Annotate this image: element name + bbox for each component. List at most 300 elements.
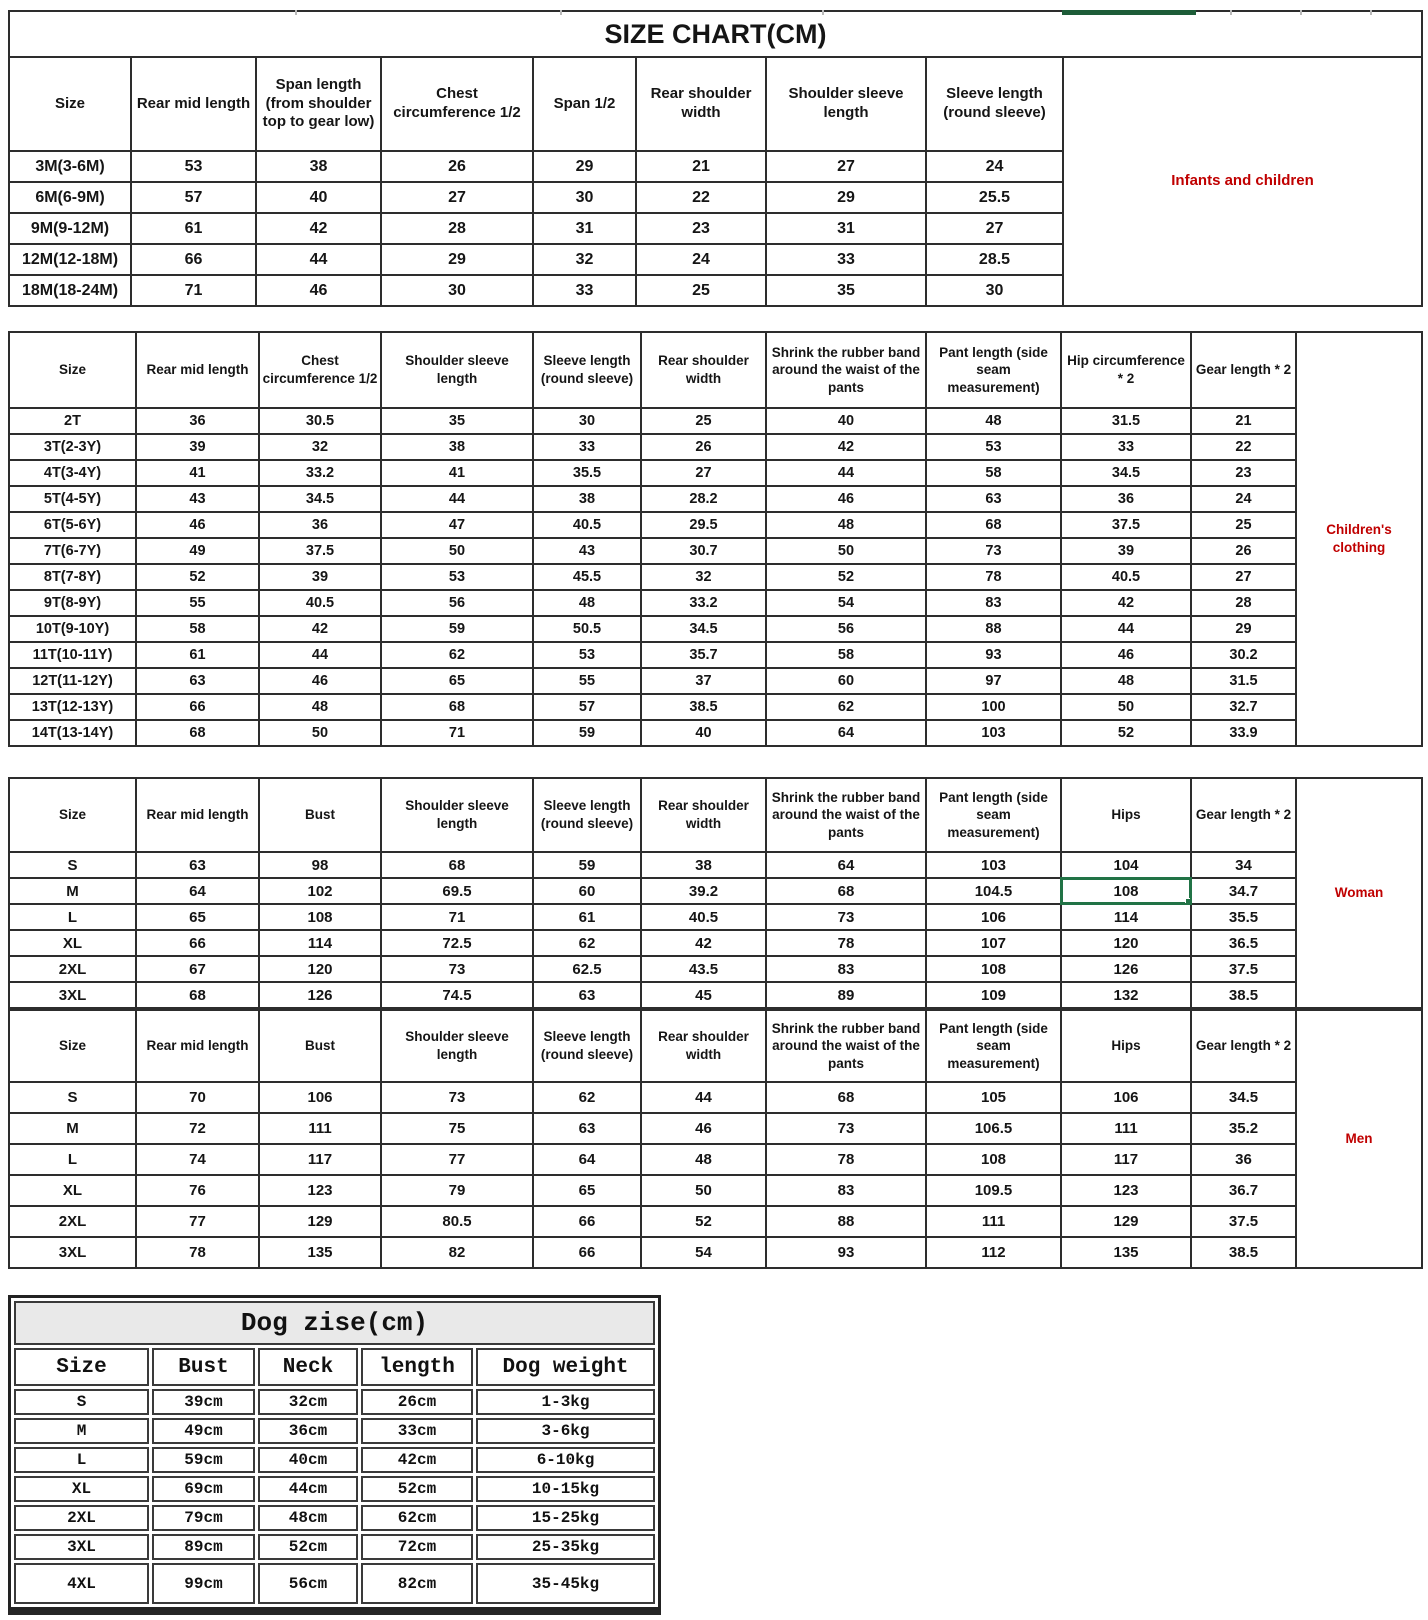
value-cell[interactable]: 59cm xyxy=(152,1447,255,1473)
value-cell[interactable]: 36 xyxy=(136,408,259,434)
value-cell[interactable]: 22 xyxy=(1191,434,1296,460)
category-label[interactable]: Infants and children xyxy=(1063,57,1422,306)
value-cell[interactable]: 37.5 xyxy=(1061,512,1191,538)
value-cell[interactable]: 126 xyxy=(1061,956,1191,982)
value-cell[interactable]: 107 xyxy=(926,930,1061,956)
value-cell[interactable]: 46 xyxy=(766,486,926,512)
value-cell[interactable]: 132 xyxy=(1061,982,1191,1008)
value-cell[interactable]: 29 xyxy=(533,151,636,182)
column-header[interactable]: Sleeve length (round sleeve) xyxy=(533,778,641,852)
size-cell[interactable]: L xyxy=(9,1144,136,1175)
value-cell[interactable]: 82 xyxy=(381,1237,533,1268)
value-cell[interactable]: 36 xyxy=(1191,1144,1296,1175)
value-cell[interactable]: 31.5 xyxy=(1061,408,1191,434)
value-cell[interactable]: 63 xyxy=(533,1113,641,1144)
value-cell[interactable]: 63 xyxy=(533,982,641,1008)
value-cell[interactable]: 38 xyxy=(381,434,533,460)
value-cell[interactable]: 61 xyxy=(533,904,641,930)
value-cell[interactable]: 70 xyxy=(136,1082,259,1113)
value-cell[interactable]: 25-35kg xyxy=(476,1534,655,1560)
value-cell[interactable]: 65 xyxy=(533,1175,641,1206)
value-cell[interactable]: 35.5 xyxy=(1191,904,1296,930)
column-header[interactable]: Rear shoulder width xyxy=(641,332,766,408)
value-cell[interactable]: 53 xyxy=(381,564,533,590)
value-cell[interactable]: 73 xyxy=(381,956,533,982)
column-header[interactable]: Size xyxy=(9,1010,136,1082)
value-cell[interactable]: 117 xyxy=(259,1144,381,1175)
value-cell[interactable]: 104 xyxy=(1061,852,1191,878)
value-cell[interactable]: 103 xyxy=(926,852,1061,878)
value-cell[interactable]: 105 xyxy=(926,1082,1061,1113)
column-header[interactable]: Gear length * 2 xyxy=(1191,332,1296,408)
value-cell[interactable]: 38.5 xyxy=(1191,982,1296,1008)
value-cell[interactable]: 59 xyxy=(381,616,533,642)
value-cell[interactable]: 40 xyxy=(766,408,926,434)
value-cell[interactable]: 108 xyxy=(926,956,1061,982)
value-cell[interactable]: 23 xyxy=(636,213,766,244)
value-cell[interactable]: 42 xyxy=(766,434,926,460)
value-cell[interactable]: 31.5 xyxy=(1191,668,1296,694)
column-header[interactable]: Bust xyxy=(259,1010,381,1082)
value-cell[interactable]: 30 xyxy=(533,408,641,434)
column-header[interactable]: Size xyxy=(9,778,136,852)
value-cell[interactable]: 112 xyxy=(926,1237,1061,1268)
value-cell[interactable]: 29 xyxy=(766,182,926,213)
size-cell[interactable]: 3T(2-3Y) xyxy=(9,434,136,460)
column-header[interactable]: Hips xyxy=(1061,778,1191,852)
value-cell[interactable]: 129 xyxy=(1061,1206,1191,1237)
value-cell[interactable]: 46 xyxy=(259,668,381,694)
size-cell[interactable]: 14T(13-14Y) xyxy=(9,720,136,746)
value-cell[interactable]: 37.5 xyxy=(259,538,381,564)
value-cell[interactable]: 46 xyxy=(641,1113,766,1144)
value-cell[interactable]: 15-25kg xyxy=(476,1505,655,1531)
value-cell[interactable]: 103 xyxy=(926,720,1061,746)
value-cell[interactable]: 108 xyxy=(926,1144,1061,1175)
value-cell[interactable]: 63 xyxy=(136,668,259,694)
value-cell[interactable]: 35 xyxy=(766,275,926,306)
category-label[interactable]: Children's clothing xyxy=(1296,332,1422,746)
value-cell[interactable]: 26 xyxy=(1191,538,1296,564)
value-cell[interactable]: 78 xyxy=(926,564,1061,590)
value-cell[interactable]: 98 xyxy=(259,852,381,878)
value-cell[interactable]: 106 xyxy=(926,904,1061,930)
size-cell[interactable]: 4XL xyxy=(14,1563,149,1604)
value-cell[interactable]: 83 xyxy=(766,956,926,982)
value-cell[interactable]: 44 xyxy=(1061,616,1191,642)
value-cell[interactable]: 57 xyxy=(533,694,641,720)
value-cell[interactable]: 44 xyxy=(766,460,926,486)
value-cell[interactable]: 100 xyxy=(926,694,1061,720)
value-cell[interactable]: 52 xyxy=(1061,720,1191,746)
value-cell[interactable]: 27 xyxy=(381,182,533,213)
column-header[interactable]: Rear mid length xyxy=(131,57,256,151)
value-cell[interactable]: 27 xyxy=(1191,564,1296,590)
value-cell[interactable]: 135 xyxy=(259,1237,381,1268)
value-cell[interactable]: 38.5 xyxy=(1191,1237,1296,1268)
value-cell[interactable]: 49 xyxy=(136,538,259,564)
value-cell[interactable]: 63 xyxy=(136,852,259,878)
value-cell[interactable]: 71 xyxy=(131,275,256,306)
value-cell[interactable]: 24 xyxy=(926,151,1063,182)
size-cell[interactable]: L xyxy=(9,904,136,930)
value-cell[interactable]: 62 xyxy=(766,694,926,720)
size-cell[interactable]: 2XL xyxy=(9,956,136,982)
value-cell[interactable]: 37 xyxy=(641,668,766,694)
value-cell[interactable]: 66 xyxy=(136,930,259,956)
value-cell[interactable]: 93 xyxy=(766,1237,926,1268)
value-cell[interactable]: 35 xyxy=(381,408,533,434)
value-cell[interactable]: 56cm xyxy=(258,1563,358,1604)
size-cell[interactable]: XL xyxy=(9,930,136,956)
value-cell[interactable]: 26 xyxy=(381,151,533,182)
table-title[interactable]: SIZE CHART(CM) xyxy=(9,11,1422,57)
column-header[interactable]: Span 1/2 xyxy=(533,57,636,151)
value-cell[interactable]: 40 xyxy=(641,720,766,746)
value-cell[interactable]: 79 xyxy=(381,1175,533,1206)
column-header[interactable]: Shrink the rubber band around the waist of the pants xyxy=(766,332,926,408)
value-cell[interactable]: 40cm xyxy=(258,1447,358,1473)
value-cell[interactable]: 78 xyxy=(766,930,926,956)
value-cell[interactable]: 73 xyxy=(766,904,926,930)
column-header[interactable]: Size xyxy=(9,57,131,151)
value-cell[interactable]: 66 xyxy=(131,244,256,275)
value-cell[interactable]: 73 xyxy=(926,538,1061,564)
value-cell[interactable]: 41 xyxy=(381,460,533,486)
value-cell[interactable]: 50 xyxy=(381,538,533,564)
value-cell[interactable]: 31 xyxy=(766,213,926,244)
value-cell[interactable]: 72cm xyxy=(361,1534,473,1560)
value-cell[interactable]: 37.5 xyxy=(1191,1206,1296,1237)
value-cell[interactable]: 30 xyxy=(533,182,636,213)
value-cell[interactable]: 55 xyxy=(136,590,259,616)
value-cell[interactable]: 33.2 xyxy=(641,590,766,616)
value-cell[interactable]: 1-3kg xyxy=(476,1389,655,1415)
column-header[interactable]: Pant length (side seam measurement) xyxy=(926,332,1061,408)
value-cell[interactable]: 106 xyxy=(1061,1082,1191,1113)
value-cell[interactable]: 82cm xyxy=(361,1563,473,1604)
value-cell[interactable]: 64 xyxy=(766,720,926,746)
value-cell[interactable]: 99cm xyxy=(152,1563,255,1604)
value-cell[interactable]: 45 xyxy=(641,982,766,1008)
value-cell[interactable]: 39 xyxy=(259,564,381,590)
value-cell[interactable]: 24 xyxy=(1191,486,1296,512)
value-cell[interactable]: 78 xyxy=(136,1237,259,1268)
column-header[interactable]: Shrink the rubber band around the waist of the pants xyxy=(766,778,926,852)
size-cell[interactable]: S xyxy=(9,852,136,878)
value-cell[interactable]: 27 xyxy=(926,213,1063,244)
column-header[interactable]: Rear mid length xyxy=(136,1010,259,1082)
value-cell[interactable]: 48 xyxy=(641,1144,766,1175)
value-cell[interactable]: 58 xyxy=(136,616,259,642)
value-cell[interactable]: 44 xyxy=(259,642,381,668)
column-header[interactable]: Chest circumference 1/2 xyxy=(381,57,533,151)
value-cell[interactable]: 40.5 xyxy=(259,590,381,616)
value-cell[interactable]: 66 xyxy=(533,1206,641,1237)
value-cell[interactable]: 40.5 xyxy=(641,904,766,930)
column-header[interactable]: Sleeve length (round sleeve) xyxy=(926,57,1063,151)
value-cell[interactable]: 68 xyxy=(381,852,533,878)
value-cell[interactable]: 30.5 xyxy=(259,408,381,434)
value-cell[interactable]: 29 xyxy=(1191,616,1296,642)
value-cell[interactable]: 22 xyxy=(636,182,766,213)
size-cell[interactable]: M xyxy=(9,1113,136,1144)
value-cell[interactable]: 48 xyxy=(1061,668,1191,694)
value-cell[interactable]: 62.5 xyxy=(533,956,641,982)
value-cell[interactable]: 30.2 xyxy=(1191,642,1296,668)
value-cell[interactable]: 38 xyxy=(256,151,381,182)
column-header[interactable]: Size xyxy=(14,1348,149,1386)
value-cell[interactable]: 52 xyxy=(136,564,259,590)
value-cell[interactable]: 27 xyxy=(766,151,926,182)
value-cell[interactable]: 64 xyxy=(136,878,259,904)
value-cell[interactable]: 74 xyxy=(136,1144,259,1175)
value-cell[interactable]: 102 xyxy=(259,878,381,904)
value-cell[interactable]: 61 xyxy=(136,642,259,668)
value-cell[interactable]: 48 xyxy=(533,590,641,616)
value-cell[interactable]: 35.7 xyxy=(641,642,766,668)
value-cell[interactable]: 44 xyxy=(256,244,381,275)
value-cell[interactable]: 89 xyxy=(766,982,926,1008)
value-cell[interactable]: 52 xyxy=(641,1206,766,1237)
size-cell[interactable]: S xyxy=(9,1082,136,1113)
value-cell[interactable]: 44 xyxy=(381,486,533,512)
column-header[interactable]: Bust xyxy=(259,778,381,852)
value-cell[interactable]: 33.9 xyxy=(1191,720,1296,746)
value-cell[interactable]: 33.2 xyxy=(259,460,381,486)
value-cell[interactable]: 53 xyxy=(533,642,641,668)
size-cell[interactable]: M xyxy=(14,1418,149,1444)
column-header[interactable]: Rear shoulder width xyxy=(641,1010,766,1082)
value-cell[interactable]: 25 xyxy=(636,275,766,306)
value-cell[interactable]: 29.5 xyxy=(641,512,766,538)
value-cell[interactable]: 32cm xyxy=(258,1389,358,1415)
column-header[interactable]: Sleeve length (round sleeve) xyxy=(533,332,641,408)
value-cell[interactable]: 35.2 xyxy=(1191,1113,1296,1144)
value-cell[interactable]: 111 xyxy=(926,1206,1061,1237)
value-cell[interactable]: 6-10kg xyxy=(476,1447,655,1473)
value-cell[interactable]: 40.5 xyxy=(533,512,641,538)
value-cell[interactable]: 38 xyxy=(533,486,641,512)
value-cell[interactable]: 30.7 xyxy=(641,538,766,564)
column-header[interactable]: length xyxy=(361,1348,473,1386)
value-cell[interactable]: 108 xyxy=(259,904,381,930)
value-cell[interactable]: 67 xyxy=(136,956,259,982)
value-cell[interactable]: 62 xyxy=(533,930,641,956)
size-cell[interactable]: 6M(6-9M) xyxy=(9,182,131,213)
column-header[interactable]: Shoulder sleeve length xyxy=(381,1010,533,1082)
value-cell[interactable]: 135 xyxy=(1061,1237,1191,1268)
value-cell[interactable]: 88 xyxy=(766,1206,926,1237)
size-cell[interactable]: 3M(3-6M) xyxy=(9,151,131,182)
value-cell[interactable]: 76 xyxy=(136,1175,259,1206)
value-cell[interactable]: 58 xyxy=(926,460,1061,486)
value-cell[interactable]: 21 xyxy=(1191,408,1296,434)
value-cell[interactable]: 34.5 xyxy=(1061,460,1191,486)
value-cell[interactable]: 108 xyxy=(1061,878,1191,904)
column-header[interactable]: Shoulder sleeve length xyxy=(381,778,533,852)
value-cell[interactable]: 33 xyxy=(533,275,636,306)
value-cell[interactable]: 44 xyxy=(641,1082,766,1113)
column-header[interactable]: Rear mid length xyxy=(136,332,259,408)
value-cell[interactable]: 41 xyxy=(136,460,259,486)
value-cell[interactable]: 49cm xyxy=(152,1418,255,1444)
value-cell[interactable]: 78 xyxy=(766,1144,926,1175)
value-cell[interactable]: 53 xyxy=(926,434,1061,460)
value-cell[interactable]: 46 xyxy=(256,275,381,306)
value-cell[interactable]: 69.5 xyxy=(381,878,533,904)
value-cell[interactable]: 66 xyxy=(533,1237,641,1268)
column-header[interactable]: Gear length * 2 xyxy=(1191,1010,1296,1082)
value-cell[interactable]: 123 xyxy=(1061,1175,1191,1206)
value-cell[interactable]: 50 xyxy=(1061,694,1191,720)
value-cell[interactable]: 73 xyxy=(381,1082,533,1113)
value-cell[interactable]: 30 xyxy=(381,275,533,306)
value-cell[interactable]: 43 xyxy=(136,486,259,512)
value-cell[interactable]: 66 xyxy=(136,694,259,720)
size-cell[interactable]: 10T(9-10Y) xyxy=(9,616,136,642)
value-cell[interactable]: 97 xyxy=(926,668,1061,694)
column-header[interactable]: Shoulder sleeve length xyxy=(381,332,533,408)
value-cell[interactable]: 58 xyxy=(766,642,926,668)
value-cell[interactable]: 21 xyxy=(636,151,766,182)
value-cell[interactable]: 39.2 xyxy=(641,878,766,904)
value-cell[interactable]: 56 xyxy=(766,616,926,642)
value-cell[interactable]: 88 xyxy=(926,616,1061,642)
value-cell[interactable]: 104.5 xyxy=(926,878,1061,904)
value-cell[interactable]: 75 xyxy=(381,1113,533,1144)
value-cell[interactable]: 46 xyxy=(1061,642,1191,668)
column-header[interactable]: Rear mid length xyxy=(136,778,259,852)
value-cell[interactable]: 26cm xyxy=(361,1389,473,1415)
value-cell[interactable]: 34 xyxy=(1191,852,1296,878)
value-cell[interactable]: 32 xyxy=(641,564,766,590)
size-cell[interactable]: 3XL xyxy=(14,1534,149,1560)
value-cell[interactable]: 30 xyxy=(926,275,1063,306)
value-cell[interactable]: 36.5 xyxy=(1191,930,1296,956)
value-cell[interactable]: 50 xyxy=(766,538,926,564)
value-cell[interactable]: 40.5 xyxy=(1061,564,1191,590)
value-cell[interactable]: 60 xyxy=(766,668,926,694)
value-cell[interactable]: 53 xyxy=(131,151,256,182)
value-cell[interactable]: 61 xyxy=(131,213,256,244)
value-cell[interactable]: 24 xyxy=(636,244,766,275)
value-cell[interactable]: 42 xyxy=(641,930,766,956)
value-cell[interactable]: 50.5 xyxy=(533,616,641,642)
value-cell[interactable]: 64 xyxy=(533,1144,641,1175)
value-cell[interactable]: 62 xyxy=(533,1082,641,1113)
value-cell[interactable]: 111 xyxy=(1061,1113,1191,1144)
value-cell[interactable]: 26 xyxy=(641,434,766,460)
value-cell[interactable]: 39cm xyxy=(152,1389,255,1415)
value-cell[interactable]: 32.7 xyxy=(1191,694,1296,720)
value-cell[interactable]: 46 xyxy=(136,512,259,538)
value-cell[interactable]: 40 xyxy=(256,182,381,213)
value-cell[interactable]: 48cm xyxy=(258,1505,358,1531)
value-cell[interactable]: 52cm xyxy=(258,1534,358,1560)
value-cell[interactable]: 39 xyxy=(1061,538,1191,564)
value-cell[interactable]: 54 xyxy=(641,1237,766,1268)
value-cell[interactable]: 45.5 xyxy=(533,564,641,590)
value-cell[interactable]: 33cm xyxy=(361,1418,473,1444)
column-header[interactable]: Bust xyxy=(152,1348,255,1386)
value-cell[interactable]: 60 xyxy=(533,878,641,904)
value-cell[interactable]: 109.5 xyxy=(926,1175,1061,1206)
size-cell[interactable]: L xyxy=(14,1447,149,1473)
value-cell[interactable]: 23 xyxy=(1191,460,1296,486)
category-label[interactable]: Woman xyxy=(1296,778,1422,1008)
column-header[interactable]: Gear length * 2 xyxy=(1191,778,1296,852)
value-cell[interactable]: 83 xyxy=(926,590,1061,616)
value-cell[interactable]: 106.5 xyxy=(926,1113,1061,1144)
value-cell[interactable]: 71 xyxy=(381,904,533,930)
table-title[interactable]: Dog zise(cm) xyxy=(14,1301,655,1345)
column-header[interactable]: Dog weight xyxy=(476,1348,655,1386)
value-cell[interactable]: 33 xyxy=(766,244,926,275)
value-cell[interactable]: 72.5 xyxy=(381,930,533,956)
value-cell[interactable]: 29 xyxy=(381,244,533,275)
value-cell[interactable]: 56 xyxy=(381,590,533,616)
value-cell[interactable]: 68 xyxy=(136,720,259,746)
value-cell[interactable]: 120 xyxy=(259,956,381,982)
column-header[interactable]: Neck xyxy=(258,1348,358,1386)
value-cell[interactable]: 32 xyxy=(259,434,381,460)
value-cell[interactable]: 117 xyxy=(1061,1144,1191,1175)
value-cell[interactable]: 114 xyxy=(259,930,381,956)
column-header[interactable]: Hips xyxy=(1061,1010,1191,1082)
size-cell[interactable]: 13T(12-13Y) xyxy=(9,694,136,720)
value-cell[interactable]: 48 xyxy=(766,512,926,538)
size-cell[interactable]: 7T(6-7Y) xyxy=(9,538,136,564)
value-cell[interactable]: 28.2 xyxy=(641,486,766,512)
value-cell[interactable]: 77 xyxy=(136,1206,259,1237)
value-cell[interactable]: 83 xyxy=(766,1175,926,1206)
value-cell[interactable]: 36.7 xyxy=(1191,1175,1296,1206)
value-cell[interactable]: 111 xyxy=(259,1113,381,1144)
value-cell[interactable]: 43.5 xyxy=(641,956,766,982)
value-cell[interactable]: 69cm xyxy=(152,1476,255,1502)
value-cell[interactable]: 62cm xyxy=(361,1505,473,1531)
value-cell[interactable]: 71 xyxy=(381,720,533,746)
value-cell[interactable]: 59 xyxy=(533,852,641,878)
value-cell[interactable]: 34.5 xyxy=(259,486,381,512)
value-cell[interactable]: 120 xyxy=(1061,930,1191,956)
value-cell[interactable]: 50 xyxy=(641,1175,766,1206)
column-header[interactable]: Rear shoulder width xyxy=(636,57,766,151)
value-cell[interactable]: 65 xyxy=(381,668,533,694)
value-cell[interactable]: 25.5 xyxy=(926,182,1063,213)
value-cell[interactable]: 48 xyxy=(926,408,1061,434)
value-cell[interactable]: 42 xyxy=(259,616,381,642)
size-cell[interactable]: 9M(9-12M) xyxy=(9,213,131,244)
value-cell[interactable]: 72 xyxy=(136,1113,259,1144)
value-cell[interactable]: 35.5 xyxy=(533,460,641,486)
column-header[interactable]: Rear shoulder width xyxy=(641,778,766,852)
column-header[interactable]: Sleeve length (round sleeve) xyxy=(533,1010,641,1082)
value-cell[interactable]: 39 xyxy=(136,434,259,460)
column-header[interactable]: Span length (from shoulder top to gear low) xyxy=(256,57,381,151)
value-cell[interactable]: 129 xyxy=(259,1206,381,1237)
value-cell[interactable]: 34.5 xyxy=(641,616,766,642)
column-header[interactable]: Hip circumference * 2 xyxy=(1061,332,1191,408)
category-label[interactable]: Men xyxy=(1296,1010,1422,1268)
value-cell[interactable]: 50 xyxy=(259,720,381,746)
size-cell[interactable]: M xyxy=(9,878,136,904)
value-cell[interactable]: 3-6kg xyxy=(476,1418,655,1444)
value-cell[interactable]: 31 xyxy=(533,213,636,244)
value-cell[interactable]: 47 xyxy=(381,512,533,538)
value-cell[interactable]: 114 xyxy=(1061,904,1191,930)
